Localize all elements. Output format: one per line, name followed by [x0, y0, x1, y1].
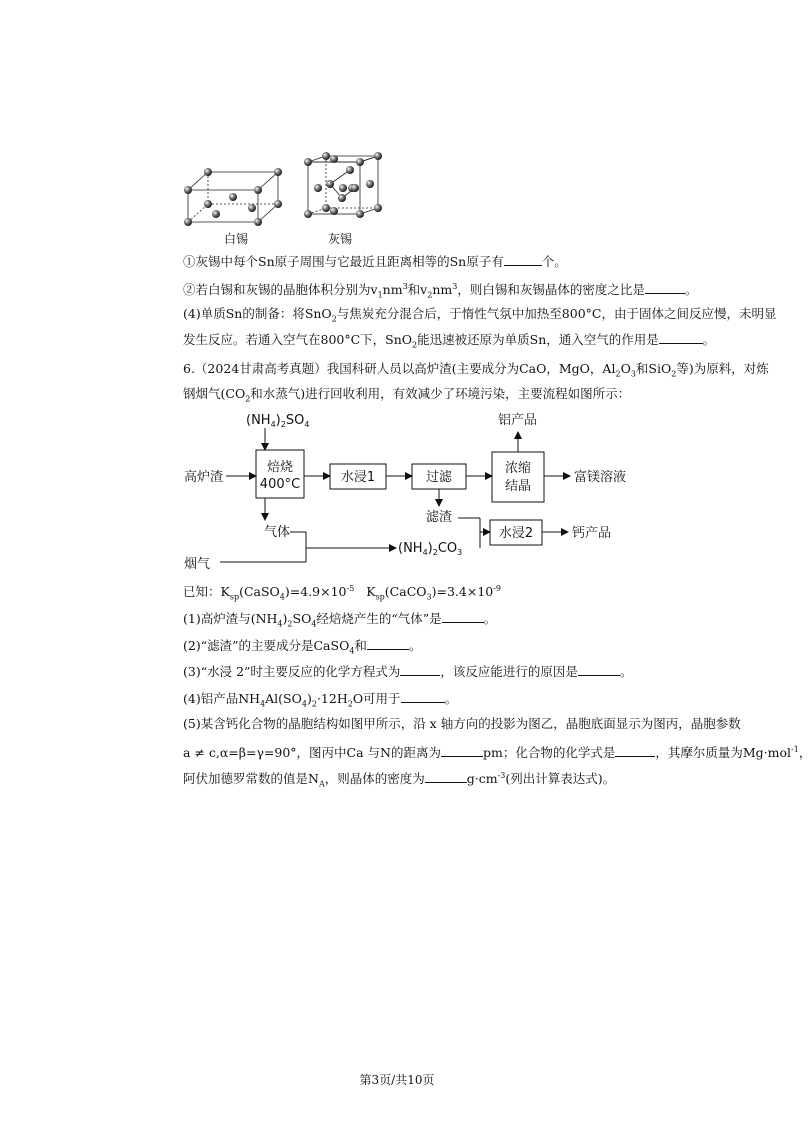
answer-blank[interactable]: [504, 253, 542, 266]
roast-temperature: 400°C: [259, 477, 301, 492]
gas-label: 气体: [264, 525, 291, 540]
leach2-label: 水浸2: [498, 526, 534, 541]
answer-blank[interactable]: [645, 281, 685, 294]
answer-blank[interactable]: [425, 770, 467, 783]
question6-part4: (4)铝产品$NH_4Al(SO_4)_2\cdot 12H_2O$可用于 。: [183, 691, 458, 709]
leach1-label: 水浸1: [340, 470, 376, 485]
question6-intro-line2: 钢烟气($CO_2$和水蒸气)进行回收利用，有效减少了环境污染，主要流程如图所示：: [183, 386, 631, 404]
answer-blank[interactable]: [615, 744, 655, 757]
residue-label: 滤渣: [426, 510, 453, 525]
known-ksp-values: 已知：$K_{sp}(CaSO_4)=4.9\times 10^{-5}$ $K_{sp}(CaCO_3)=3.4\times 10^{-9}$: [183, 584, 502, 602]
question6-part3: (3)“水浸 2”时主要反应的化学方程式为 ，该反应能进行的原因是 。: [183, 664, 633, 679]
answer-blank[interactable]: [401, 690, 445, 703]
product-mg-solution: 富镁溶液: [574, 470, 627, 485]
question6-part5-line2: a ≠ c,α=β=γ=90°，图丙中Ca 与N的距离为 pm；化合物的化学式是 ，其摩尔质量为Mg·mol$^{-1}$，: [183, 745, 811, 761]
crystal-structure-figure: [180, 150, 400, 230]
ammonium-carbonate-label: $(NH_4)_2CO_3$: [398, 541, 463, 557]
flue-gas-label: 烟气: [184, 557, 211, 572]
answer-blank[interactable]: [578, 663, 620, 676]
concentrate-label: 浓缩: [504, 461, 532, 476]
question-density-ratio: ②若白锡和灰锡的晶胞体积分别为$v_1nm^3$和$v_2nm^3$，则白锡和灰锡晶体的密度之比是 。: [183, 282, 698, 300]
question6-intro-line1: 6.（2024甘肃高考真题）我国科研人员以高炉渣(主要成分为CaO，MgO，$Al_2O_3$和SiO$_2$等)为原料，对炼: [183, 361, 769, 379]
filter-label: 过滤: [425, 470, 453, 485]
question6-part5-line1: (5)某含钙化合物的晶胞结构如图甲所示，沿 x 轴方向的投影为图乙，晶胞底面显示为图丙，晶胞参数: [183, 716, 741, 731]
question6-part1: (1)高炉渣与$(NH_4)_2SO_4$经焙烧产生的“气体”是 。: [183, 611, 497, 629]
product-aluminum: 铝产品: [498, 413, 538, 428]
product-calcium: 钙产品: [572, 526, 612, 541]
concentrate-box: [492, 452, 544, 502]
white-tin-caption: 白锡: [224, 232, 249, 246]
roast-label: 焙烧: [266, 460, 294, 475]
question6-part2: (2)“滤渣”的主要成分是CaSO$_4$和 。: [183, 638, 422, 656]
process-flowchart: [180, 408, 640, 576]
answer-blank[interactable]: [367, 637, 409, 650]
gray-tin-caption: 灰锡: [328, 232, 353, 246]
question6-part5-line3: 阿伏加德罗常数的值是$N_A$，则晶体的密度为 $g\cdot cm^{-3}$(列出计算表达式)。: [183, 771, 616, 789]
answer-blank[interactable]: [659, 331, 703, 344]
page-number: 第3页/共10页: [359, 1073, 435, 1087]
answer-blank[interactable]: [442, 610, 484, 623]
question-sn-preparation-line2: 发生反应。若通入空气在800°C下，SnO$_2$能迅速被还原为单质Sn，通入空气的作用是 。: [183, 332, 716, 350]
answer-blank[interactable]: [400, 663, 440, 676]
reagent-ammonium-sulfate: $(NH_4)_2SO_4$: [246, 413, 310, 429]
question-sn-preparation-line1: (4)单质Sn的制备：将SnO$_2$与焦炭充分混合后，于惰性气氛中加热至800°C，由于固体之间反应慢，未明显: [183, 306, 777, 324]
question-neighbor-count: ①灰锡中每个Sn原子周围与它最近且距离相等的Sn原子有 个。: [183, 254, 567, 269]
input-blast-furnace-slag: 高炉渣: [184, 470, 224, 485]
crystallize-label: 结晶: [504, 479, 532, 494]
answer-blank[interactable]: [441, 744, 483, 757]
